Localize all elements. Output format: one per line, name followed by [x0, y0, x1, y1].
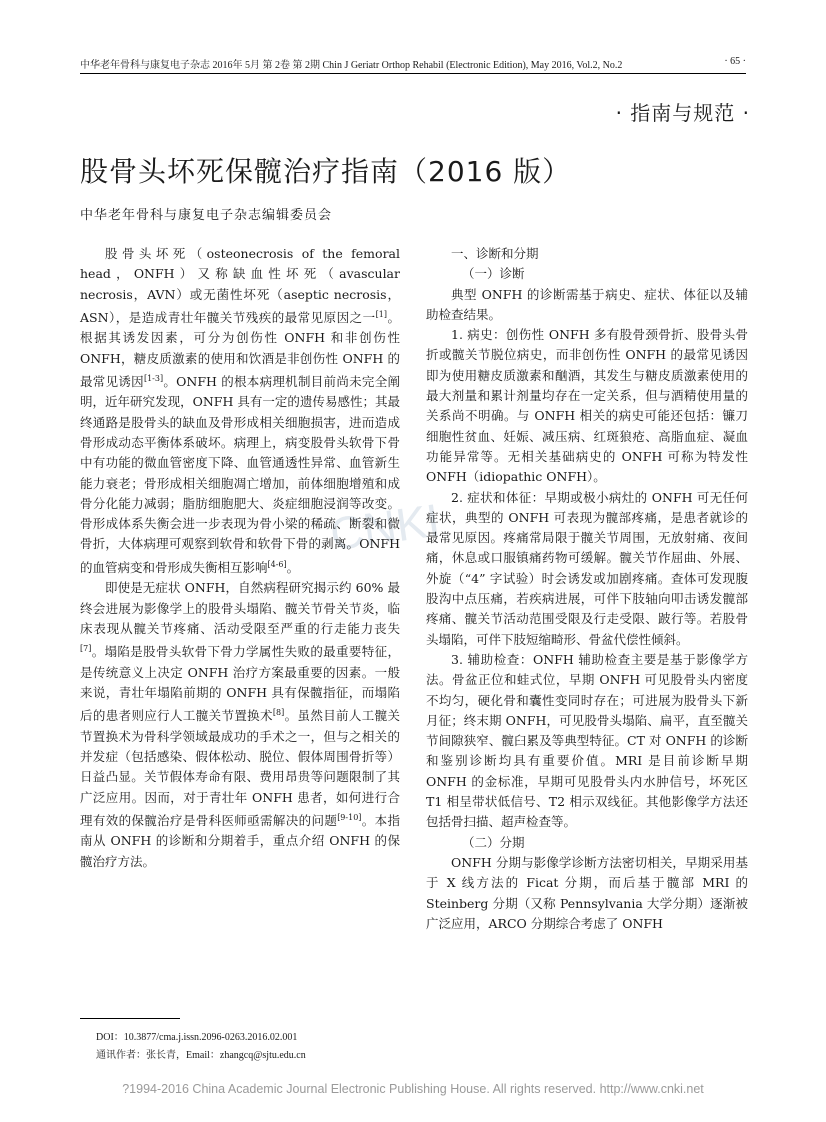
section-heading: 一、诊断和分期 [451, 246, 539, 261]
running-header [80, 56, 746, 71]
left-column [80, 244, 400, 872]
body-paragraph: 1. 病史：创伤性 ONFH 多有股骨颈骨折、股骨头骨折或髋关节脱位病史，而非创伤性 ONFH 的最常见诱因即为使用糖皮质激素和酗酒，其发生与糖皮质激素使用的最大剂量和累计剂量均存在一定关系，但与酒精使用量的关系尚不明确。与 ONFH 相关的病史可能还包括：镰刀细胞性贫血、妊娠、减压病、红斑狼疮、高脂血症、凝血功能异常等。无相关基础病史的 ONFH 可称为特发性 ONFH（idiopathic ONFH）。 [426, 327, 748, 485]
body-paragraph: ONFH 分期与影像学诊断方法密切相关，早期采用基于 X 线方法的 Ficat 分期，而后基于髋部 MRI 的 Steinberg 分期（又称 Pennsylvania 大学分期）逐渐被广泛应用，ARCO 分期综合考虑了 ONFH [426, 854, 748, 931]
page-number: · 65 · [724, 56, 746, 67]
footnote-rule [80, 1018, 180, 1019]
right-column [426, 244, 748, 934]
citation: [4-6] [267, 559, 287, 569]
copyright-line: ?1994-2016 China Academic Journal Electronic Publishing House. All rights reserved. http://www.cnki.net [122, 1082, 704, 1096]
citation: [7] [80, 644, 92, 654]
background-watermark: CNKI [326, 493, 443, 561]
article-author: 中华老年骨科与康复电子杂志编辑委员会 [80, 208, 333, 223]
journal-citation: 中华老年骨科与康复电子杂志 2016年 5月 第 2卷 第 2期 Chin J Geriatr Orthop Rehabil (Electronic Edition), May 2016, Vol.2, No.2 [80, 60, 623, 71]
citation: [1-3] [143, 373, 164, 383]
correspondence-footnote: 通讯作者：张长青，Email：zhangcq@sjtu.edu.cn [96, 1050, 306, 1061]
subsection-heading: （一）诊断 [462, 266, 525, 282]
citation: [8] [272, 708, 285, 718]
citation: [1] [375, 309, 387, 319]
intro-paragraph: 股骨头坏死（osteonecrosis of the femoral head，ONFH）又称缺血性坏死（avascular necrosis，AVN）或无菌性坏死（aseptic necrosis，ASN），是造成青壮年髋关节残疾的最常见原因之一[1]。根据其诱发因素，可分为创伤性 ONFH 和非创伤性 ONFH，糖皮质激素的使用和饮酒是非创伤性 ONFH 的最常见诱因[1-3]。ONFH 的根本病理机制目前尚未完全阐明，近年研究发现，ONFH 具有一定的遗传易感性；其最终通路是股骨头的缺血及骨形成相关细胞损害，进而造成骨形成动态平衡体系破坏。病理上，病变股骨头软骨下骨中有功能的微血管密度下降、血管通透性异常、血管新生能力衰老；骨形成相关细胞凋亡增加，前体细胞增殖和成骨分化能力减弱；脂肪细胞肥大、炎症细胞浸润等改变。骨形成体系失衡会进一步表现为骨小梁的稀疏、断裂和微骨折，大体病理可观察到软骨和软骨下骨的剥离。ONFH 的血管病变和骨形成失衡相互影响[4-6]。 [80, 246, 400, 575]
footnotes [96, 1029, 306, 1065]
subsection-heading: （二）分期 [462, 834, 525, 850]
header-rule [80, 73, 746, 74]
body-paragraph: 3. 辅助检查：ONFH 辅助检查主要是基于影像学方法。骨盆正位和蛙式位，早期 ONFH 可见股骨头内密度不均匀，硬化骨和囊性变同时存在；可进展为股骨头下新月征；终末期 ONFH，可见股骨头塌陷、扁平，直至髋关节间隙狭窄、髋臼累及等典型特征。CT 对 ONFH 的诊断和鉴别诊断均具有重要价值。MRI 是目前诊断早期 ONFH 的金标准，早期可见股骨头内水肿信号，坏死区 T1 相呈带状低信号、T2 相示双线征。其他影像学方法还包括骨扫描、超声检查等。 [426, 651, 748, 830]
doi-footnote: DOI：10.3877/cma.j.issn.2096-0263.2016.02.001 [96, 1032, 298, 1043]
body-paragraph: 典型 ONFH 的诊断需基于病史、症状、体征以及辅助检查结果。 [426, 286, 748, 322]
article-title: 股骨头坏死保髋治疗指南（2016 版） [80, 155, 572, 188]
body-paragraph: 2. 症状和体征：早期或极小病灶的 ONFH 可无任何症状，典型的 ONFH 可表现为髋部疼痛，是患者就诊的最常见原因。疼痛常局限于髋关节周围，无放射痛、夜间痛，休息或口服镇痛药物可缓解。髋关节作屈曲、外展、外旋（“4” 字试验）时会诱发或加剧疼痛。查体可发现腹股沟中点压痛，若疾病进展，可伴下肢轴向叩击诱发髋部疼痛、髋关节活动范围受限及行走受限、跛行等。若股骨头塌陷，可伴下肢短缩畸形、骨盆代偿性倾斜。 [426, 489, 748, 647]
intro-paragraph: 即使是无症状 ONFH，自然病程研究揭示约 60% 最终会进展为影像学上的股骨头塌陷、髋关节骨关节炎，临床表现从髋关节疼痛、活动受限至严重的行走能力丧失[7]。塌陷是股骨头软骨下骨力学属性失败的最重要特征，是传统意义上决定 ONFH 治疗方案最重要的因素。一般来说，青壮年塌陷前期的 ONFH 具有保髋指征，而塌陷后的患者则应行人工髋关节置换术[8]。虽然目前人工髋关节置换术为骨科学领域最成功的手术之一，但与之相关的并发症（包括感染、假体松动、脱位、假体周围骨折等）日益凸显。关节假体寿命有限、费用昂贵等问题限制了其广泛应用。因而，对于青壮年 ONFH 患者，如何进行合理有效的保髋治疗是骨科医师亟需解决的问题[9-10]。本指南从 ONFH 的诊断和分期着手，重点介绍 ONFH 的保髋治疗方法。 [80, 580, 400, 869]
section-label: · 指南与规范 · [615, 101, 750, 125]
citation: [9-10] [337, 812, 362, 822]
